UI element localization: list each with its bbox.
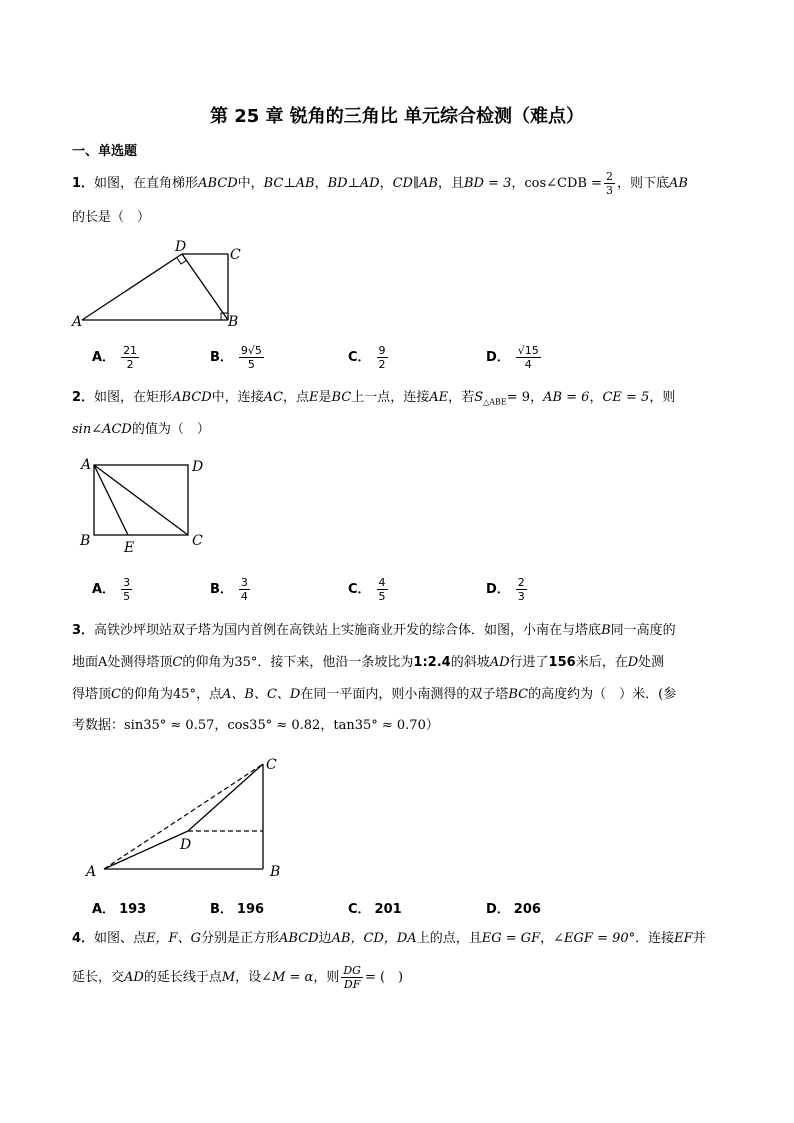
section-heading: 一、单选题 xyxy=(72,144,138,159)
q2-option-c[interactable]: C． $\frac{4}{5}$ xyxy=(348,576,386,603)
question-3-line-4: 考数据：sin35° ≈ 0.57，cos35° ≈ 0.82，tan35° ≈ 0.70） xyxy=(72,718,439,733)
q2-option-a[interactable]: A． $\frac{3}{5}$ xyxy=(92,576,131,603)
q3-label-a: A xyxy=(86,864,97,880)
q3-label-c: C xyxy=(266,757,277,773)
q1-label-a: A xyxy=(72,314,83,330)
q1-option-d[interactable]: D． $\frac{√15}{4}$ xyxy=(486,344,539,371)
q2-option-b[interactable]: B． $\frac{3}{4}$ xyxy=(210,576,248,603)
question-3-line-1: 3．高铁沙坪坝站双子塔为国内首例在高铁站上实施商业开发的综合体．如图，小南在与塔底B同一高度的 xyxy=(72,623,676,638)
q3-option-d[interactable]: D． 206 xyxy=(486,902,541,917)
page-title: 第 25 章 锐角的三角比 单元综合检测（难点） xyxy=(209,106,585,127)
q3-option-b[interactable]: B． 196 xyxy=(210,902,265,917)
question-3-number: 3． xyxy=(72,623,95,638)
q3-label-b: B xyxy=(270,864,281,880)
q1-option-c[interactable]: C． $\frac{9}{2}$ xyxy=(348,344,386,371)
dg-df-fraction: $\frac{DG}{DF}$ xyxy=(343,964,361,991)
q2-label-b: B xyxy=(80,533,91,549)
question-3-line-2: 地面A处测得塔顶C的仰角为35°．接下来，他沿一条坡比为1:2.4的斜坡AD行进了156米后，在D处测 xyxy=(72,655,665,670)
q2-option-d[interactable]: D． $\frac{2}{3}$ xyxy=(486,576,525,603)
question-4-line-1: 4．如图、点E，F、G分别是正方形ABCD边AB，CD，DA上的点，且EG = GF，∠EGF = 90°．连接EF并 xyxy=(72,931,706,946)
q1-label-d: D xyxy=(175,239,187,255)
q3-option-a[interactable]: A． 193 xyxy=(92,902,147,917)
q3-option-c[interactable]: C． 201 xyxy=(348,902,402,917)
question-1-line-1: 1．如图，在直角梯形ABCD中，BC⊥AB，BD⊥AD，CD∥AB，且BD = 3，cos∠CDB = $\frac{2}{3}$ ，则下底AB xyxy=(72,170,688,197)
q2-label-d: D xyxy=(192,459,204,475)
q2-label-a: A xyxy=(81,457,92,473)
q1-option-a[interactable]: A． $\frac{21}{2}$ xyxy=(92,344,138,371)
question-2-number: 2． xyxy=(72,390,95,405)
question-4-number: 4． xyxy=(72,931,95,946)
question-2-line-1: 2．如图，在矩形ABCD中，连接AC，点E是BC上一点，连接AE，若$S_{\triangle ABE}= 9$，AB = 6，CE = 5，则 xyxy=(72,390,676,407)
q1-label-c: C xyxy=(230,247,241,263)
question-1-number: 1． xyxy=(72,176,95,191)
question-1-line-2: 的长是（ ） xyxy=(72,210,151,225)
question-3-line-3: 得塔顶C的仰角为45°，点A、B、C、D在同一平面内，则小南测得的双子塔BC的高度约为（ ）米．(参 xyxy=(72,687,677,702)
question-1-figure xyxy=(70,238,250,330)
question-4-line-2: 延长，交AD的延长线于点M，设∠M = α，则 $\frac{DG}{DF}$ = ( ) xyxy=(72,964,404,991)
question-3-figure xyxy=(82,752,292,882)
question-2-figure xyxy=(76,455,216,555)
question-2-line-2: sin∠ACD的值为（ ） xyxy=(72,422,210,437)
q1-label-b: B xyxy=(228,314,239,330)
cos-fraction: $\frac{2}{3}$ xyxy=(606,170,613,197)
q2-label-c: C xyxy=(192,533,203,549)
q3-label-d: D xyxy=(180,837,192,853)
q1-option-b[interactable]: B． $\frac{9√5}{5}$ xyxy=(210,344,262,371)
q2-label-e: E xyxy=(124,540,135,555)
